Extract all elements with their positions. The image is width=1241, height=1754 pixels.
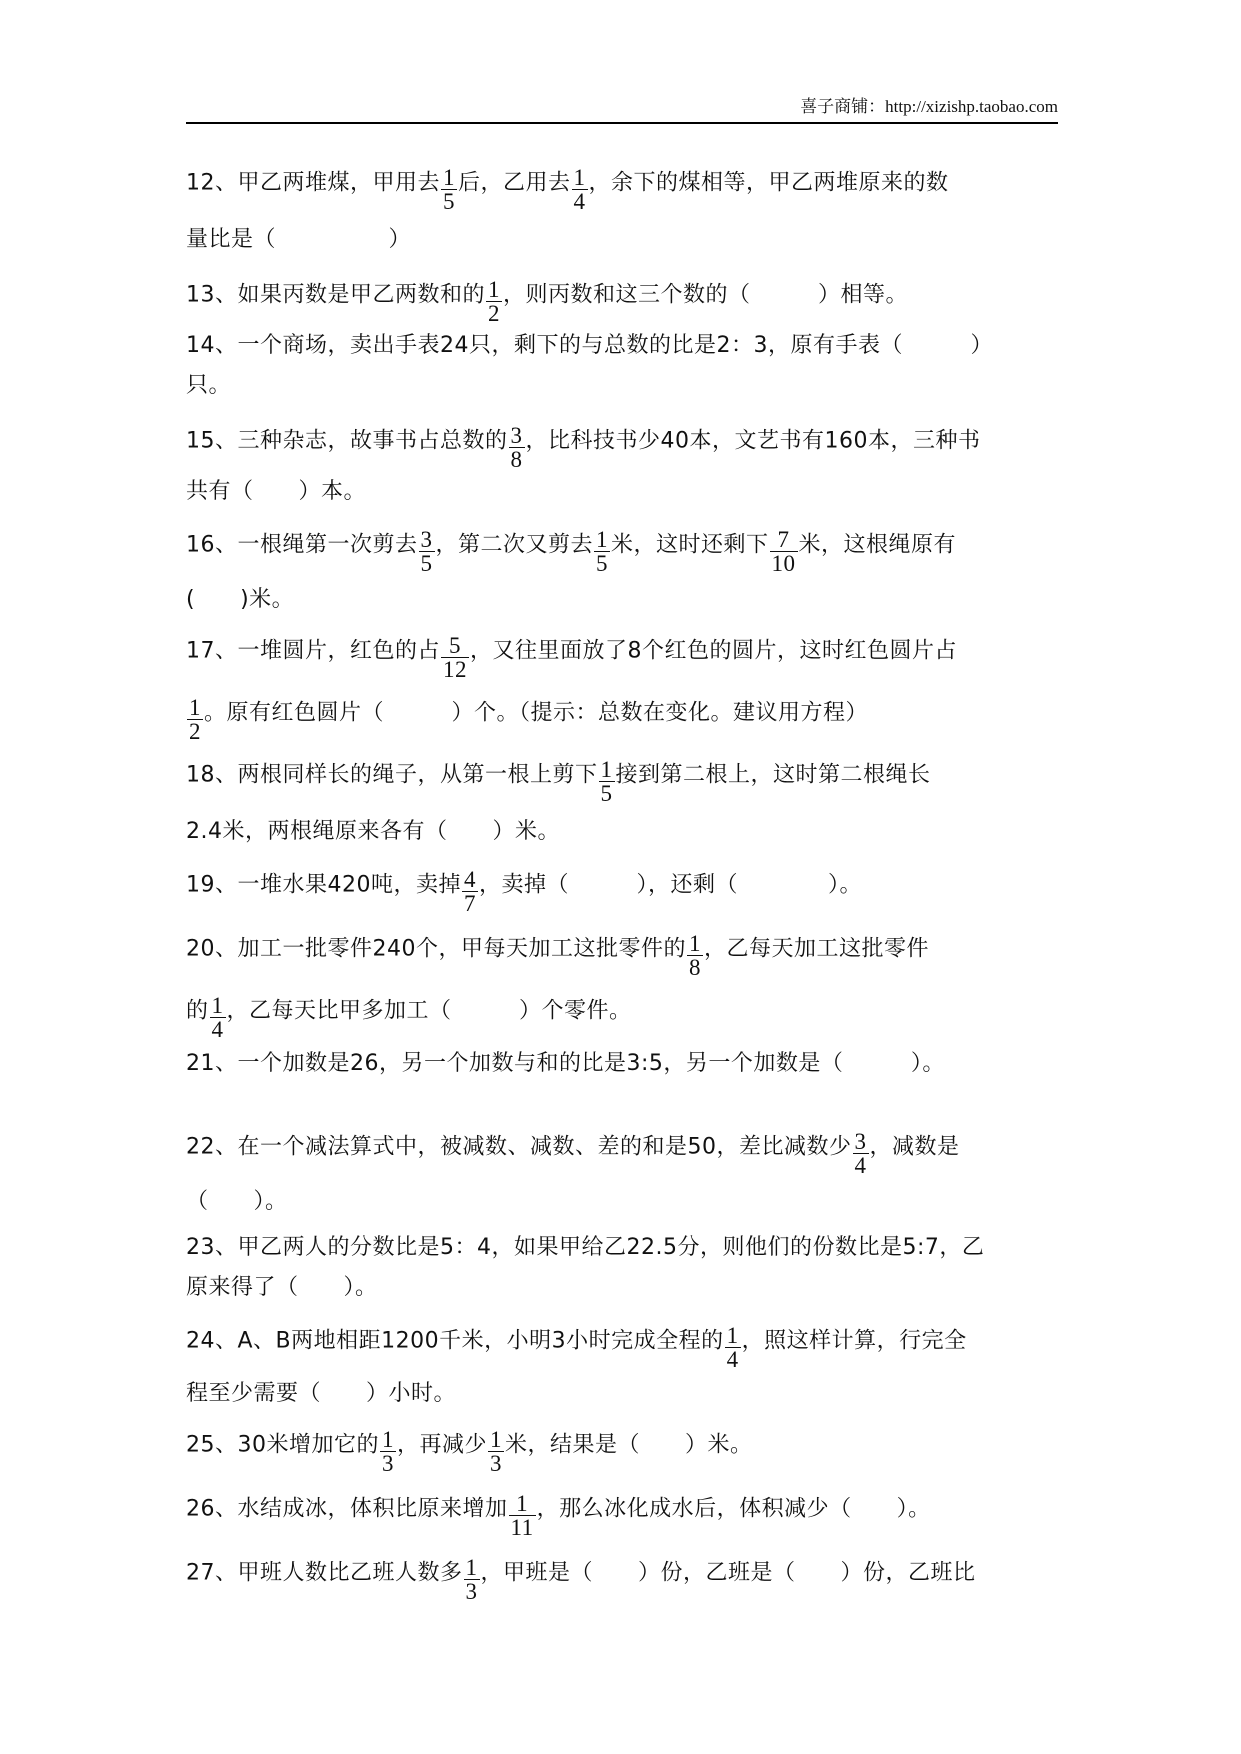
question-24-cont: 程至少需要（ ）小时。 — [186, 1381, 457, 1406]
fraction: $\frac{1}{11}$ — [510, 1491, 534, 1540]
page-header-shop-label: 喜子商铺：http://xizishp.taobao.com — [800, 97, 1058, 116]
fraction: $\frac{1}{4}$ — [211, 993, 224, 1042]
question-16-cont: ( )米。 — [186, 587, 295, 612]
question-14: 14、一个商场，卖出手表24只，剩下的与总数的比是2：3，原有手表（ ） — [186, 333, 993, 358]
question-26: 26、水结成冰，体积比原来增加 $\frac{1}{11}$ ，那么冰化成水后，体积减少（ ）。 — [186, 1491, 931, 1540]
question-22: 22、在一个减法算式中，被减数、减数、差的和是50，差比减数少 $\frac{3}{4}$ ，减数是 — [186, 1129, 960, 1178]
question-19: 19、一堆水果420吨，卖掉 $\frac{4}{7}$ ，卖掉（ ），还剩（ ）。 — [186, 867, 863, 916]
question-20: 20、加工一批零件240个，甲每天加工这批零件的 $\frac{1}{8}$ ，乙每天加工这批零件 — [186, 931, 930, 980]
question-15: 15、三种杂志，故事书占总数的 $\frac{3}{8}$ ，比科技书少40本，文艺书有160本，三种书 — [186, 423, 981, 472]
question-15-cont: 共有（ ）本。 — [186, 479, 367, 504]
question-18-cont: 2.4米，两根绳原来各有（ ）米。 — [186, 819, 560, 844]
question-24: 24、A、B两地相距1200千米，小明3小时完成全程的 $\frac{1}{4}$ ，照这样计算，行完全 — [186, 1323, 967, 1372]
question-22-cont: （ ）。 — [186, 1189, 288, 1214]
question-18: 18、两根同样长的绳子，从第一根上剪下 $\frac{1}{5}$ 接到第二根上，这时第二根绳长 — [186, 757, 931, 806]
question-23: 23、甲乙两人的分数比是5：4，如果甲给乙22.5分，则他们的份数比是5:7，乙 — [186, 1235, 985, 1260]
question-12-cont: 量比是（ ） — [186, 227, 412, 252]
fraction: $\frac{1}{3}$ — [382, 1427, 394, 1476]
fraction: $\frac{3}{4}$ — [854, 1129, 867, 1178]
question-16: 16、一根绳第一次剪去 $\frac{3}{5}$ ，第二次又剪去 $\frac{1}{5}$ 米，这时还剩下 $\frac{7}{10}$ 米，这根绳原有 — [186, 527, 957, 576]
fraction: $\frac{3}{8}$ — [510, 423, 523, 472]
question-27: 27、甲班人数比乙班人数多 $\frac{1}{3}$ ，甲班是（ ）份，乙班是（ ）份，乙班比 — [186, 1555, 976, 1604]
question-23-cont: 原来得了（ ）。 — [186, 1275, 378, 1300]
fraction: $\frac{1}{4}$ — [726, 1323, 739, 1372]
fraction: $\frac{7}{10}$ — [771, 527, 796, 576]
question-17: 17、一堆圆片，红色的占 $\frac{5}{12}$ ，又往里面放了8个红色的圆片，这时红色圆片占 — [186, 633, 957, 682]
question-12: 12、甲乙两堆煤，甲用去 $\frac{1}{5}$ 后，乙用去 $\frac{1}{4}$ ，余下的煤相等，甲乙两堆原来的数 — [186, 165, 949, 214]
question-13: 13、如果丙数是甲乙两数和的 $\frac{1}{2}$ ，则丙数和这三个数的（ ）相等。 — [186, 277, 909, 326]
fraction: $\frac{1}{2}$ — [189, 695, 201, 744]
question-25: 25、30米增加它的 $\frac{1}{3}$ ，再减少 $\frac{1}{3}$ 米，结果是（ ）米。 — [186, 1427, 753, 1476]
question-17-cont: $\frac{1}{2}$ 。原有红色圆片（ ）个。（提示：总数在变化。建议用方程） — [189, 695, 869, 744]
fraction: $\frac{1}{4}$ — [573, 165, 586, 214]
fraction: $\frac{1}{5}$ — [596, 527, 609, 576]
fraction: $\frac{1}{3}$ — [465, 1555, 478, 1604]
fraction: $\frac{4}{7}$ — [464, 867, 476, 916]
fraction: $\frac{3}{5}$ — [420, 527, 433, 576]
header-divider — [186, 122, 1058, 124]
question-20-cont: 的 $\frac{1}{4}$ ，乙每天比甲多加工（ ）个零件。 — [186, 993, 632, 1042]
fraction: $\frac{1}{8}$ — [689, 931, 701, 980]
fraction: $\frac{1}{2}$ — [488, 277, 500, 326]
fraction: $\frac{5}{12}$ — [443, 633, 467, 682]
question-21: 21、一个加数是26，另一个加数与和的比是3:5，另一个加数是（ ）。 — [186, 1051, 945, 1076]
fraction: $\frac{1}{5}$ — [600, 757, 613, 806]
question-14-cont: 只。 — [186, 373, 232, 398]
fraction: $\frac{1}{5}$ — [443, 165, 455, 214]
fraction: $\frac{1}{3}$ — [490, 1427, 503, 1476]
